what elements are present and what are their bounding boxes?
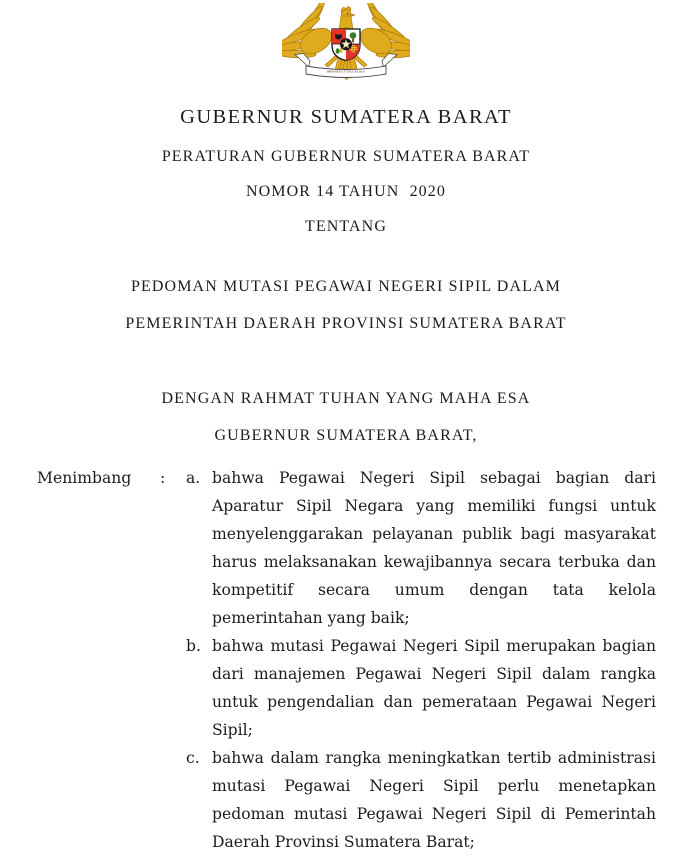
considering-label: Menimbang [37, 469, 132, 487]
item-letter: a. [186, 469, 201, 487]
regulation-title: PERATURAN GUBERNUR SUMATERA BARAT [161, 148, 531, 165]
item-text: bahwa Pegawai Negeri Sipil sebagai bagian dari Aparatur Sipil Negara yang memiliki fungsi untuk menyelenggarakan pelayanan publik bagi masyarakat harus melaksanakan kewajibannya secara terbuka dan kompetitif secara umum dengan tata kelola pemerintahan yang baik; [212, 469, 656, 627]
item-letter: c. [186, 749, 200, 767]
emblem-banner-text: BHINNEKA TUNGGAL IKA [327, 69, 365, 74]
institution-title: GUBERNUR SUMATERA BARAT [180, 106, 512, 128]
garuda-pancasila-emblem [282, 3, 410, 87]
considering-separator: : [160, 469, 166, 487]
considering-item-a [186, 464, 656, 632]
emblem-right-wing [356, 3, 410, 59]
considering-section [37, 464, 656, 856]
item-letter: b. [186, 637, 201, 655]
considering-item-b [186, 632, 656, 744]
emblem-left-wing [282, 3, 336, 59]
regulation-number: NOMOR 14 TAHUN 2020 [246, 183, 446, 200]
considering-items [186, 464, 656, 856]
subject-line-2: PEMERINTAH DAERAH PROVINSI SUMATERA BARAT [125, 315, 567, 332]
emblem-pancasila-shield [332, 29, 360, 61]
considering-item-c [186, 744, 656, 856]
about-label: TENTANG [305, 218, 387, 235]
item-text: bahwa mutasi Pegawai Negeri Sipil merupakan bagian dari manajemen Pegawai Negeri Sipil dalam rangka untuk pengendalian dan pemerataan Pegawai Negeri Sipil; [212, 637, 656, 739]
subject-line-1: PEDOMAN MUTASI PEGAWAI NEGERI SIPIL DALAM [131, 278, 561, 295]
enacting-authority: GUBERNUR SUMATERA BARAT, [214, 427, 478, 444]
invocation-line: DENGAN RAHMAT TUHAN YANG MAHA ESA [161, 390, 531, 407]
item-text: bahwa dalam rangka meningkatkan tertib administrasi mutasi Pegawai Negeri Sipil perlu menetapkan pedoman mutasi Pegawai Negeri Sipil di Pemerintah Daerah Provinsi Sumatera Barat; [212, 749, 656, 851]
